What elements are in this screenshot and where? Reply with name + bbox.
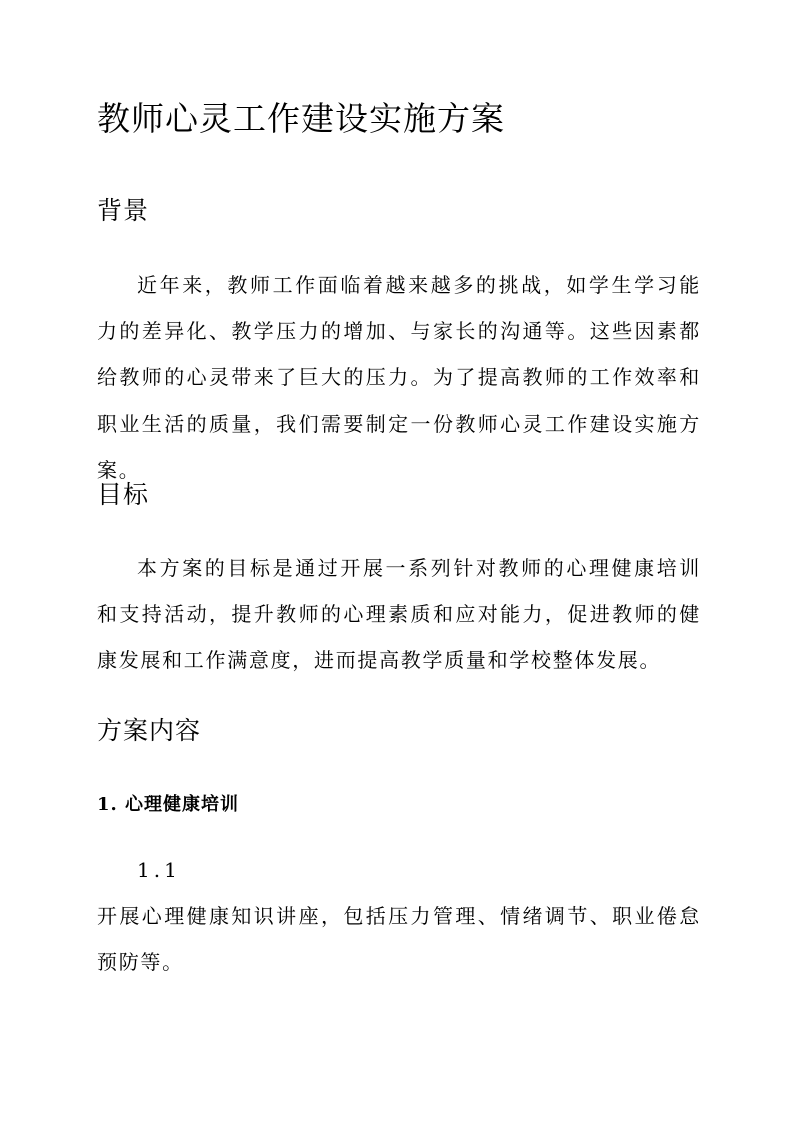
section-heading-background: 背景 xyxy=(97,196,150,225)
subsection-heading-mental-health-training: 1. 心理健康培训 xyxy=(97,794,240,815)
section-heading-content: 方案内容 xyxy=(97,716,202,745)
background-paragraph: 近年来，教师工作面临着越来越多的挑战，如学生学习能力的差异化、教学压力的增加、与家长的沟通等。这些因素都给教师的心灵带来了巨大的压力。为了提高教师的工作效率和职业生活的质量，我们需要制定一份教师心灵工作建设实施方案。 xyxy=(97,273,701,482)
section-heading-goal: 目标 xyxy=(97,480,150,509)
document-title: 教师心灵工作建设实施方案 xyxy=(97,99,505,138)
goal-paragraph: 本方案的目标是通过开展一系列针对教师的心理健康培训和支持活动，提升教师的心理素质和应对能力，促进教师的健康发展和工作满意度，进而提高教学质量和学校整体发展。 xyxy=(97,556,701,673)
item-paragraph: 开展心理健康知识讲座，包括压力管理、情绪调节、职业倦怠预防等。 xyxy=(97,904,701,975)
item-number: 1.1 xyxy=(137,858,181,882)
